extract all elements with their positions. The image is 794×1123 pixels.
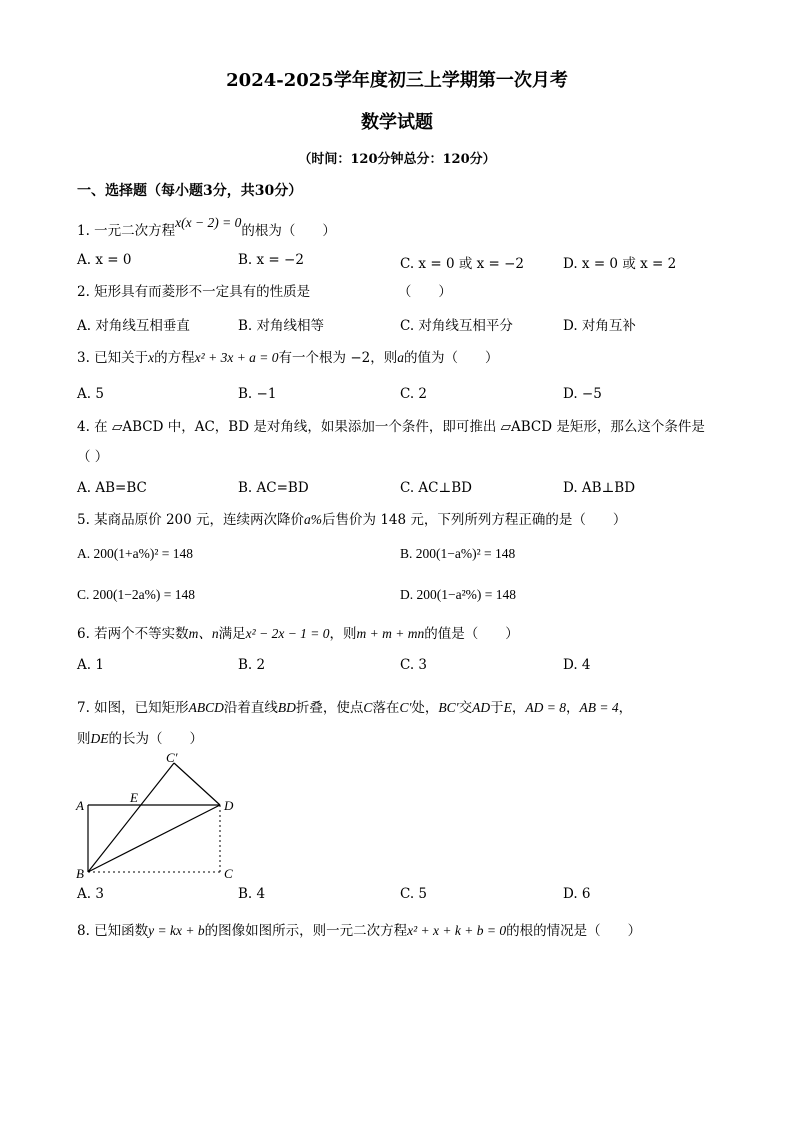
q8-mid: 的图像如图所示，则一元二次方程: [204, 923, 408, 939]
q7-text: 则: [77, 731, 91, 747]
q3-option-c: C. 2: [400, 386, 428, 402]
section-title: 一、选择题（每小题3分，共30分）: [77, 183, 303, 199]
q7-text: 于: [490, 700, 504, 716]
q6-equation: x² − 2x − 1 = 0: [245, 626, 330, 641]
question-7-line2: [77, 730, 203, 748]
q7-ad-value: AD = 8: [525, 700, 566, 715]
q4-option-c: C. AC⊥BD: [400, 480, 472, 496]
q7-figure: [70, 748, 250, 883]
question-6: [77, 625, 519, 643]
q6-expr: m + m + mn: [356, 626, 425, 641]
q7-de: DE: [90, 731, 109, 746]
q7-text: ，: [618, 700, 633, 716]
question-8: [77, 922, 641, 940]
q8-prefix: 8. 已知函数: [77, 923, 149, 939]
q1-option-a: A. x = 0: [77, 252, 132, 268]
exam-subject: 数学试题: [361, 112, 433, 133]
q7-option-a: A. 3: [77, 886, 104, 902]
label-a: A: [76, 798, 84, 813]
q1-option-b: B. x = −2: [238, 252, 304, 268]
q7-e: E: [503, 700, 512, 715]
label-b: B: [76, 866, 84, 881]
q7-option-d: D. 6: [563, 886, 591, 902]
q5-option-b: B. 200(1−a%)² = 148: [400, 546, 516, 561]
question-1: [77, 215, 336, 240]
q7-ab-value: AB = 4: [579, 700, 619, 715]
q6-option-c: C. 3: [400, 657, 428, 673]
q3-var-x: x: [148, 350, 155, 365]
exam-title: 2024-2025学年度初三上学期第一次月考: [226, 70, 568, 91]
q2-option-d: D. 对角互补: [563, 318, 636, 334]
q6-mid: 满足: [218, 626, 246, 642]
q6-prefix: 6. 若两个不等实数: [77, 626, 189, 642]
q5-text-b: 后售价为 148 元，下列所列方程正确的是（ ）: [322, 512, 627, 528]
q7-text: 7. 如图，已知矩形: [77, 700, 189, 716]
question-4-line1: 4. 在 ▱ABCD 中，AC，BD 是对角线，如果添加一个条件，即可推出 ▱ABCD 是矩形，那么这个条件是: [77, 419, 705, 435]
q3-option-b: B. −1: [238, 386, 277, 402]
segment-cprime-d: [174, 763, 220, 805]
q1-suffix: 的根为（ ）: [241, 223, 336, 239]
q5-option-a: A. 200(1+a%)² = 148: [77, 546, 194, 561]
q7-bcprime: BC′: [438, 700, 459, 715]
q1-option-c: C. x = 0 或 x = −2: [400, 256, 525, 272]
q8-equation: x² + x + k + b = 0: [407, 923, 507, 938]
q7-bd: BD: [277, 700, 296, 715]
q2-option-a: A. 对角线互相垂直: [77, 318, 190, 334]
q3-option-d: D. −5: [563, 386, 602, 402]
q5-option-c: C. 200(1−2a%) = 148: [77, 587, 195, 602]
q4-option-a: A. AB=BC: [77, 480, 147, 496]
q3-suffix: 的值为（ ）: [404, 350, 499, 366]
q5-var: a%: [304, 512, 323, 527]
q7-text: 交: [458, 700, 473, 716]
q1-equation: x(x − 2) = 0: [175, 215, 242, 230]
question-5: [77, 511, 626, 529]
q6-option-b: B. 2: [238, 657, 266, 673]
q6-vars: m、n: [188, 626, 219, 641]
q7-text: 的长为（ ）: [108, 731, 203, 747]
q8-function: y = kx + b: [148, 923, 205, 938]
q3-var-a: a: [397, 350, 404, 365]
q5-option-d: D. 200(1−a²%) = 148: [400, 587, 517, 602]
q7-ad: AD: [472, 700, 491, 715]
q6-suffix: 的值是（ ）: [424, 626, 519, 642]
q5-text-a: 5. 某商品原价 200 元，连续两次降价: [77, 512, 305, 528]
question-2: 2. 矩形具有而菱形不一定具有的性质是 （ ）: [77, 284, 452, 300]
q3-mid2: 有一个根为 −2，则: [278, 350, 398, 366]
q4-option-b: B. AC=BD: [238, 480, 309, 496]
q7-text: 沿着直线: [223, 700, 278, 716]
q1-option-d: D. x = 0 或 x = 2: [563, 256, 677, 272]
q3-option-a: A. 5: [77, 386, 104, 402]
q7-text: 折叠，使点: [295, 700, 364, 716]
question-3: [77, 349, 499, 367]
q3-prefix: 3. 已知关于: [77, 350, 149, 366]
q7-cprime: C′: [399, 700, 412, 715]
q3-mid: 的方程: [154, 350, 195, 366]
q7-text: ，: [565, 700, 580, 716]
question-4-line2: （ ）: [77, 449, 109, 465]
q6-option-d: D. 4: [563, 657, 591, 673]
q2-option-c: C. 对角线互相平分: [400, 318, 513, 334]
label-d: D: [224, 798, 234, 813]
q8-suffix: 的根的情况是（ ）: [506, 923, 642, 939]
q1-prefix: 1. 一元二次方程: [77, 223, 176, 239]
q7-abcd: ABCD: [188, 700, 224, 715]
q6-mid2: ，则: [329, 626, 357, 642]
q7-c: C: [363, 700, 373, 715]
exam-info: （时间：120分钟总分：120分）: [298, 152, 496, 167]
q7-text: 处，: [411, 700, 439, 716]
q3-equation: x² + 3x + a = 0: [194, 350, 279, 365]
segment-bd: [88, 805, 220, 872]
label-cprime: C′: [166, 750, 178, 765]
q2-option-b: B. 对角线相等: [238, 318, 325, 334]
segment-bcprime: [88, 763, 174, 872]
label-e: E: [130, 790, 138, 805]
q4-option-d: D. AB⊥BD: [563, 480, 636, 496]
q6-option-a: A. 1: [77, 657, 104, 673]
q7-text: ，: [511, 700, 526, 716]
q7-text: 落在: [372, 700, 400, 716]
label-c: C: [224, 866, 233, 881]
question-7-line1: [77, 699, 632, 717]
q7-option-b: B. 4: [238, 886, 266, 902]
q7-option-c: C. 5: [400, 886, 428, 902]
